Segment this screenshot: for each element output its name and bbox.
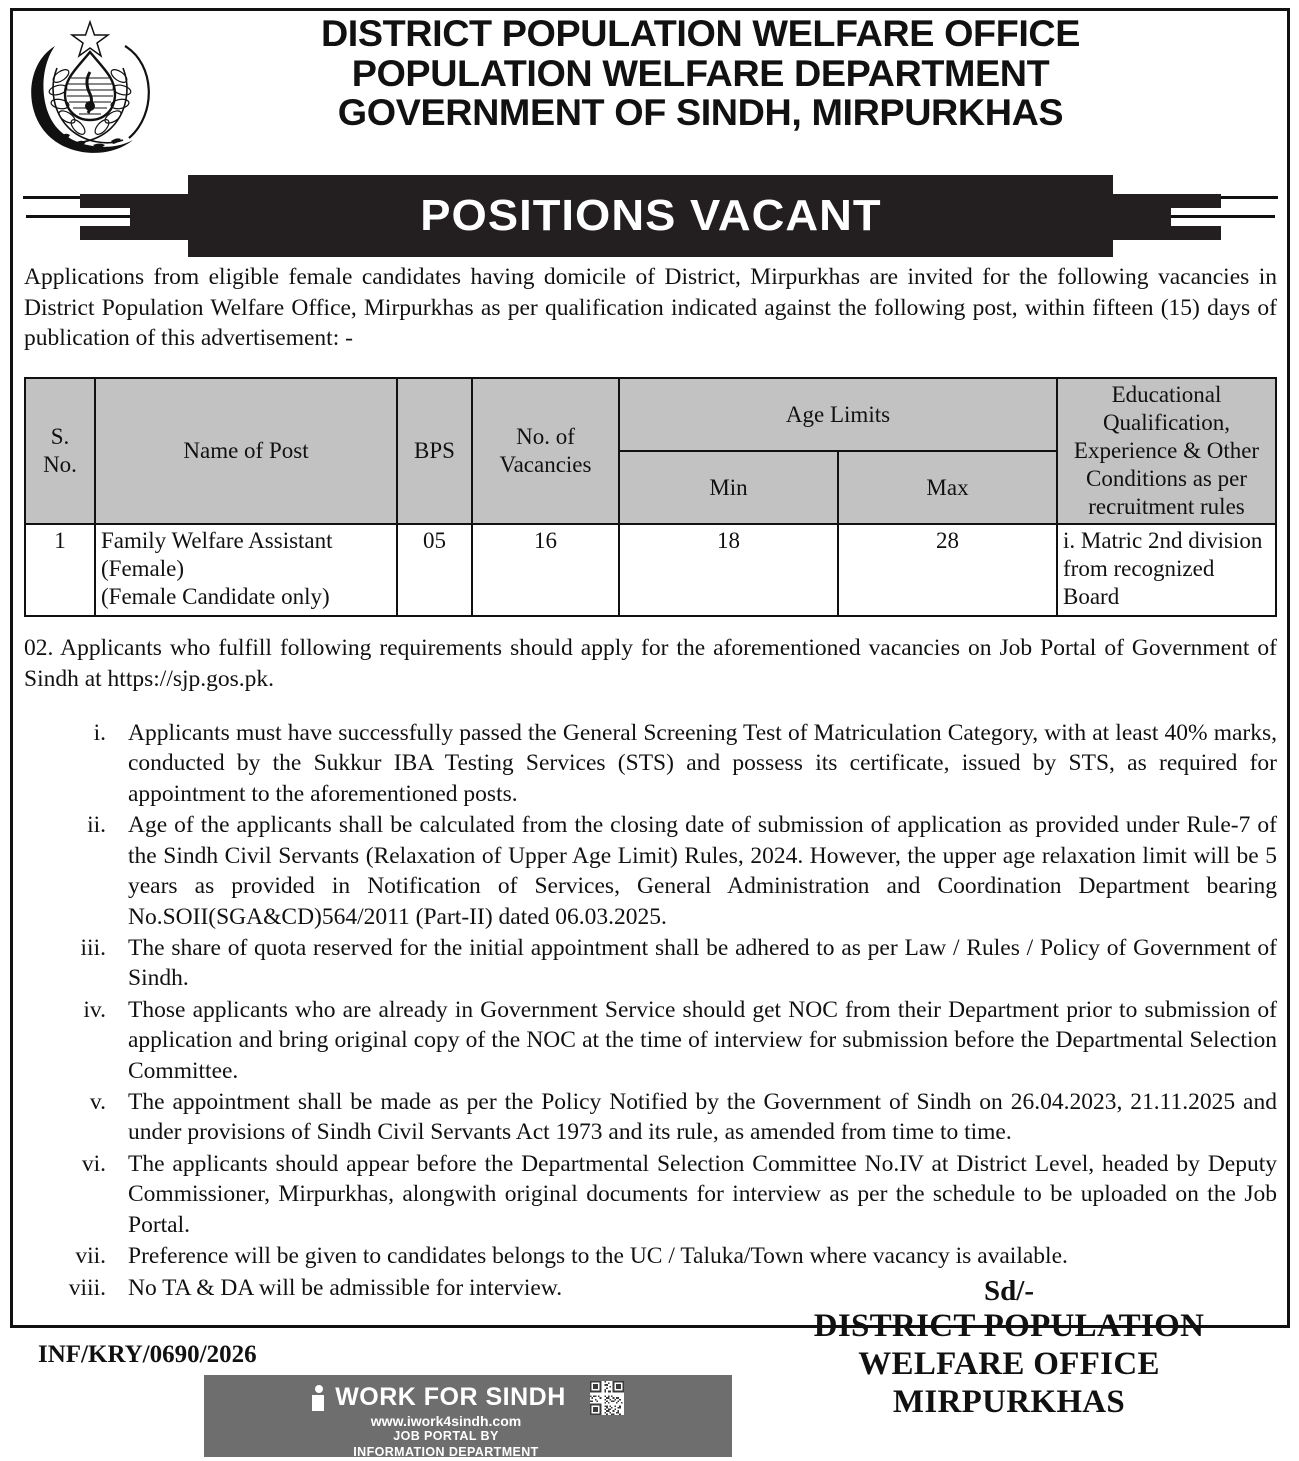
signature-block [759,1275,1259,1421]
header-vacancies-line-1: No. of [516,424,575,450]
header-name-of-post: Name of Post [95,378,397,524]
cell-vacancies: 16 [472,524,619,616]
clause-number: i. [93,719,106,746]
clause-number: viii. [68,1274,106,1301]
list-item [24,995,1277,1086]
clause-number: ii. [87,812,106,839]
signature-line-1: DISTRICT POPULATION [813,1308,1205,1345]
organization-titles [170,10,1291,133]
signature-line-3: MIRPURKHAS [892,1383,1126,1420]
clause-text: The applicants should appear before the Departmental Selection Committee No.IV at District Level, headed by Deputy Commissioner, Mirpurkhas, alongwith original documents for interview as per the schedule to be uploaded on the Job Portal. [128,1150,1277,1238]
iwork-banner-title: WORK FOR SINDH [335,1383,566,1412]
clause-text: The share of quota reserved for the initial appointment shall be adhered to as per Law / Rules / Policy of Government of Sindh. [128,934,1277,992]
banner-left-ornament-stem [130,194,192,240]
cell-age-min: 18 [619,524,838,616]
iwork-banner-subtitle-2: INFORMATION DEPARTMENT [353,1444,539,1459]
list-item [24,1087,1277,1148]
clause-intro-paragraph: 02. Applicants who fulfill following requirements should apply for the aforementioned vacancies on Job Portal of Government of Sindh at https://sjp.gos.pk. [24,635,1277,692]
header-serial-line-1: S. [50,424,70,450]
vacancy-table-head [25,378,1276,524]
vacancy-table-body [25,524,1276,616]
table-header-row-1 [25,378,1276,451]
iwork-banner-top-row [204,1375,732,1415]
banner-title: POSITIONS VACANT [419,191,882,240]
cell-serial-number: 1 [25,524,95,616]
table-row [25,524,1276,616]
banner-right-ornament-stem [1109,194,1171,240]
header-age-max: Max [838,451,1057,524]
clause-text: No TA & DA will be admissible for interview. [128,1274,563,1301]
conditions-list [24,718,1277,1303]
clause-text: Those applicants who are already in Government Service should get NOC from their Department prior to submission of application and bring original copy of the NOC at the time of interview for submission before the Departmental Selection Committee. [128,996,1277,1084]
cell-name-of-post [95,524,397,616]
header-serial-number [25,378,95,524]
list-item [24,718,1277,809]
banner-plate [188,175,1113,257]
vacancy-table [24,377,1277,617]
header-age-min: Min [619,451,838,524]
header-bps: BPS [397,378,472,524]
clause-text: Applicants must have successfully passed the General Screening Test of Matriculation Category, with at least 40% marks, conducted by the Sukkur IBA Testing Services (STS) and possess its certificate, issued by STS, as required for appointment to the aforementioned posts. [128,719,1277,807]
iwork-for-sindh-banner[interactable] [204,1375,732,1457]
org-line-2: POPULATION WELFARE DEPARTMENT [351,52,1050,94]
clause-number: vii. [75,1243,106,1270]
header-vacancies-line-2: Vacancies [499,452,592,478]
document-header [10,6,1291,182]
clause-text: The appointment shall be made as per the Policy Notified by the Government of Sindh on 26.04.2023, 21.11.2025 and under provisions of Sindh Civil Servants Act 1973 and its rule, as amended from time to time. [128,1089,1277,1146]
cell-post-line-2: (Female) [101,556,185,582]
clause-number: vi. [81,1150,106,1177]
org-line-1: DISTRICT POPULATION WELFARE OFFICE [320,13,1081,54]
header-qualification-line-1: Educational Qualification, Experience & Other [1073,382,1260,464]
list-item [24,933,1277,994]
cell-bps: 05 [397,524,472,616]
header-qualification-line-2: Conditions as per recruitment rules [1086,466,1247,520]
cell-post-line-3: (Female Candidate only) [101,584,330,610]
iwork-banner-url[interactable]: www.iwork4sindh.com [370,1412,522,1429]
signature-sd: Sd/- [984,1274,1034,1307]
cell-age-max: 28 [838,524,1057,616]
clause-text: Preference will be given to candidates belongs to the UC / Taluka/Town where vacancy is available. [128,1243,1068,1270]
list-item [24,1149,1277,1240]
header-age-limits: Age Limits [619,378,1057,451]
list-item [24,810,1277,932]
header-serial-line-2: No. [43,452,77,478]
header-no-of-vacancies [472,378,619,524]
cell-qualification: i. Matric 2nd division from recognized Board [1057,524,1276,616]
intro-paragraph: Applications from eligible female candidates having domicile of District, Mirpurkhas are invited for the following vacancies in District Population Welfare Office, Mirpurkhas as per qualification indicated against the following post, within fifteen (15) days of publication of this advertisement: - [24,264,1277,352]
clause-number: v. [89,1089,106,1116]
qr-code-icon[interactable] [590,1381,624,1415]
list-item [24,1241,1277,1271]
positions-vacant-banner [10,172,1291,260]
clause-number: iv. [83,996,106,1023]
document-body [10,262,1291,1461]
government-of-sindh-emblem-icon [10,10,170,176]
org-line-3: GOVERNMENT OF SINDH, MIRPURKHAS [337,92,1064,134]
cell-post-line-1: Family Welfare Assistant [101,528,333,554]
iwork-banner-subtitle-1: JOB PORTAL BY [393,1428,499,1443]
person-figure-icon [312,1385,325,1411]
clause-number: iii. [80,934,106,961]
inf-reference-number: INF/KRY/0690/2026 [38,1340,257,1368]
header-educational-qualification [1057,378,1276,524]
signature-line-2: WELFARE OFFICE [858,1345,1160,1382]
clause-text: Age of the applicants shall be calculated from the closing date of submission of application as provided under Rule-7 of the Sindh Civil Servants (Relaxation of Upper Age Limit) Rules, 2024. However, the upper age relaxation limit will be 5 years as provided in Notification of Services, General Administration and Coordination Department bearing No.SOII(SGA&CD)564/2011 (Part-II) dated 06.03.2025. [128,812,1277,930]
